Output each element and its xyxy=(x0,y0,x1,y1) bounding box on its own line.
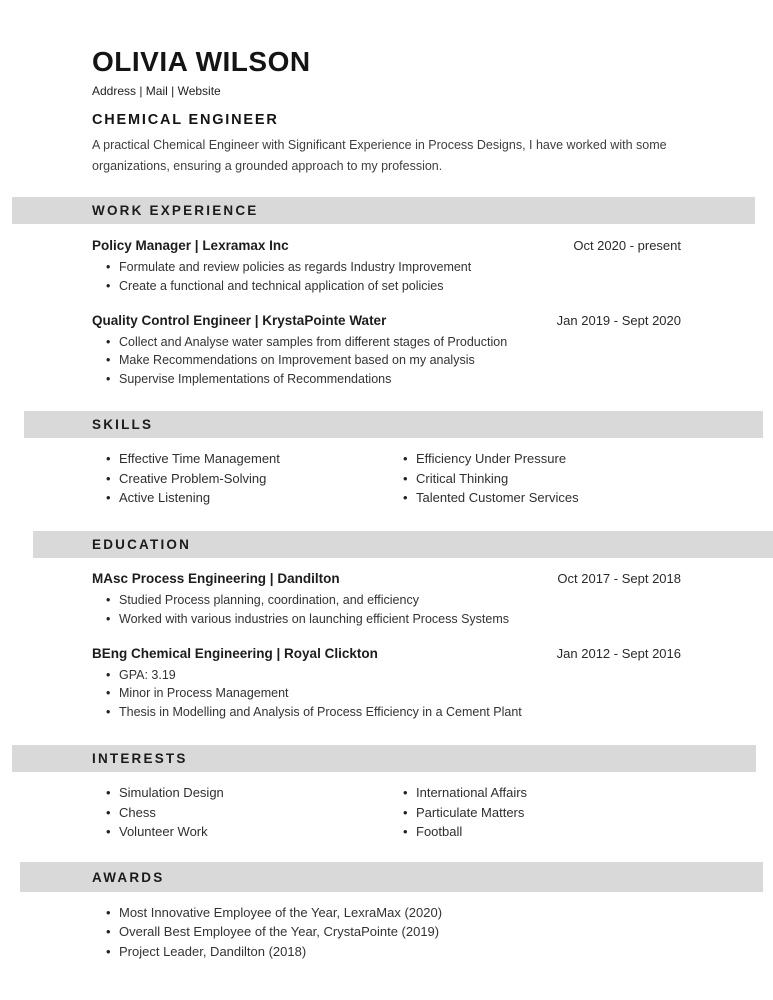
interest-item: • International Affairs xyxy=(389,783,681,803)
education-entry xyxy=(0,646,773,722)
profession-title: CHEMICAL ENGINEER xyxy=(92,112,279,128)
interest-item: • Simulation Design xyxy=(92,783,389,803)
degree-dates: Jan 2012 - Sept 2016 xyxy=(556,645,681,661)
bullet-item: • Worked with various industries on launching efficient Process Systems xyxy=(92,610,681,629)
job-bullet-list xyxy=(92,258,681,296)
profile-summary: A practical Chemical Engineer with Significant Experience in Process Designs, I have worked with some organizations, ensuring a grounded approach to my profession. xyxy=(92,138,667,173)
bullet-item: • Thesis in Modelling and Analysis of Process Efficiency in a Cement Plant xyxy=(92,703,681,722)
bullet-item: • Create a functional and technical application of set policies xyxy=(92,277,681,296)
skills-list-right xyxy=(389,449,681,508)
education-bullet-list xyxy=(92,666,681,722)
education-entry xyxy=(0,571,773,629)
job-entry xyxy=(0,313,773,389)
award-item: • Most Innovative Employee of the Year, LexraMax (2020) xyxy=(92,903,681,922)
bullet-item: • GPA: 3.19 xyxy=(92,666,681,685)
bullet-item: • Minor in Process Management xyxy=(92,684,681,703)
awards-list xyxy=(92,903,681,961)
awards-entry xyxy=(0,903,773,961)
interests-columns xyxy=(0,783,773,842)
bullet-item: • Formulate and review policies as regards Industry Improvement xyxy=(92,258,681,277)
interest-item: • Chess xyxy=(92,803,389,823)
job-title: Quality Control Engineer | KrystaPointe Water xyxy=(92,312,387,328)
skills-list-left xyxy=(92,449,389,508)
contact-line: Address | Mail | Website xyxy=(92,84,221,98)
skill-item: • Active Listening xyxy=(92,488,389,508)
section-banner-education xyxy=(33,531,773,558)
skills-columns xyxy=(0,449,773,508)
award-item: • Project Leader, Dandilton (2018) xyxy=(92,942,681,961)
education-header xyxy=(92,646,681,662)
job-title: Policy Manager | Lexramax Inc xyxy=(92,238,289,253)
section-heading-interests: INTERESTS xyxy=(92,751,188,767)
skill-item: • Efficiency Under Pressure xyxy=(389,449,681,469)
section-banner-interests xyxy=(12,745,756,772)
job-entry xyxy=(0,238,773,296)
section-banner-work xyxy=(12,197,755,224)
job-dates: Oct 2020 - present xyxy=(573,238,681,253)
person-name: OLIVIA WILSON xyxy=(92,46,311,77)
award-item: • Overall Best Employee of the Year, CrystaPointe (2019) xyxy=(92,922,681,941)
skill-item: • Effective Time Management xyxy=(92,449,389,469)
job-dates: Jan 2019 - Sept 2020 xyxy=(556,312,681,328)
interests-list-right xyxy=(389,783,681,842)
degree-title: MAsc Process Engineering | Dandilton xyxy=(92,571,340,587)
job-header xyxy=(92,238,681,254)
section-heading-skills: SKILLS xyxy=(92,416,154,432)
education-header xyxy=(92,571,681,587)
degree-title: BEng Chemical Engineering | Royal Clickton xyxy=(92,645,378,661)
interest-item: • Volunteer Work xyxy=(92,822,389,842)
interest-item: • Particulate Matters xyxy=(389,803,681,823)
job-header xyxy=(92,313,681,329)
interests-list-left xyxy=(92,783,389,842)
job-bullet-list xyxy=(92,333,681,389)
resume-header xyxy=(0,0,773,176)
section-banner-awards xyxy=(20,862,763,892)
degree-dates: Oct 2017 - Sept 2018 xyxy=(557,571,681,587)
section-heading-awards: AWARDS xyxy=(92,869,165,885)
education-bullet-list xyxy=(92,591,681,629)
bullet-item: • Supervise Implementations of Recommendations xyxy=(92,370,681,389)
section-banner-skills xyxy=(24,411,763,438)
section-heading-work: WORK EXPERIENCE xyxy=(92,203,259,218)
skill-item: • Talented Customer Services xyxy=(389,488,681,508)
skill-item: • Critical Thinking xyxy=(389,469,681,489)
bullet-item: • Studied Process planning, coordination, and efficiency xyxy=(92,591,681,610)
interest-item: • Football xyxy=(389,822,681,842)
bullet-item: • Make Recommendations on Improvement based on my analysis xyxy=(92,351,681,370)
section-heading-education: EDUCATION xyxy=(92,537,192,553)
skill-item: • Creative Problem-Solving xyxy=(92,469,389,489)
bullet-item: • Collect and Analyse water samples from different stages of Production xyxy=(92,333,681,352)
